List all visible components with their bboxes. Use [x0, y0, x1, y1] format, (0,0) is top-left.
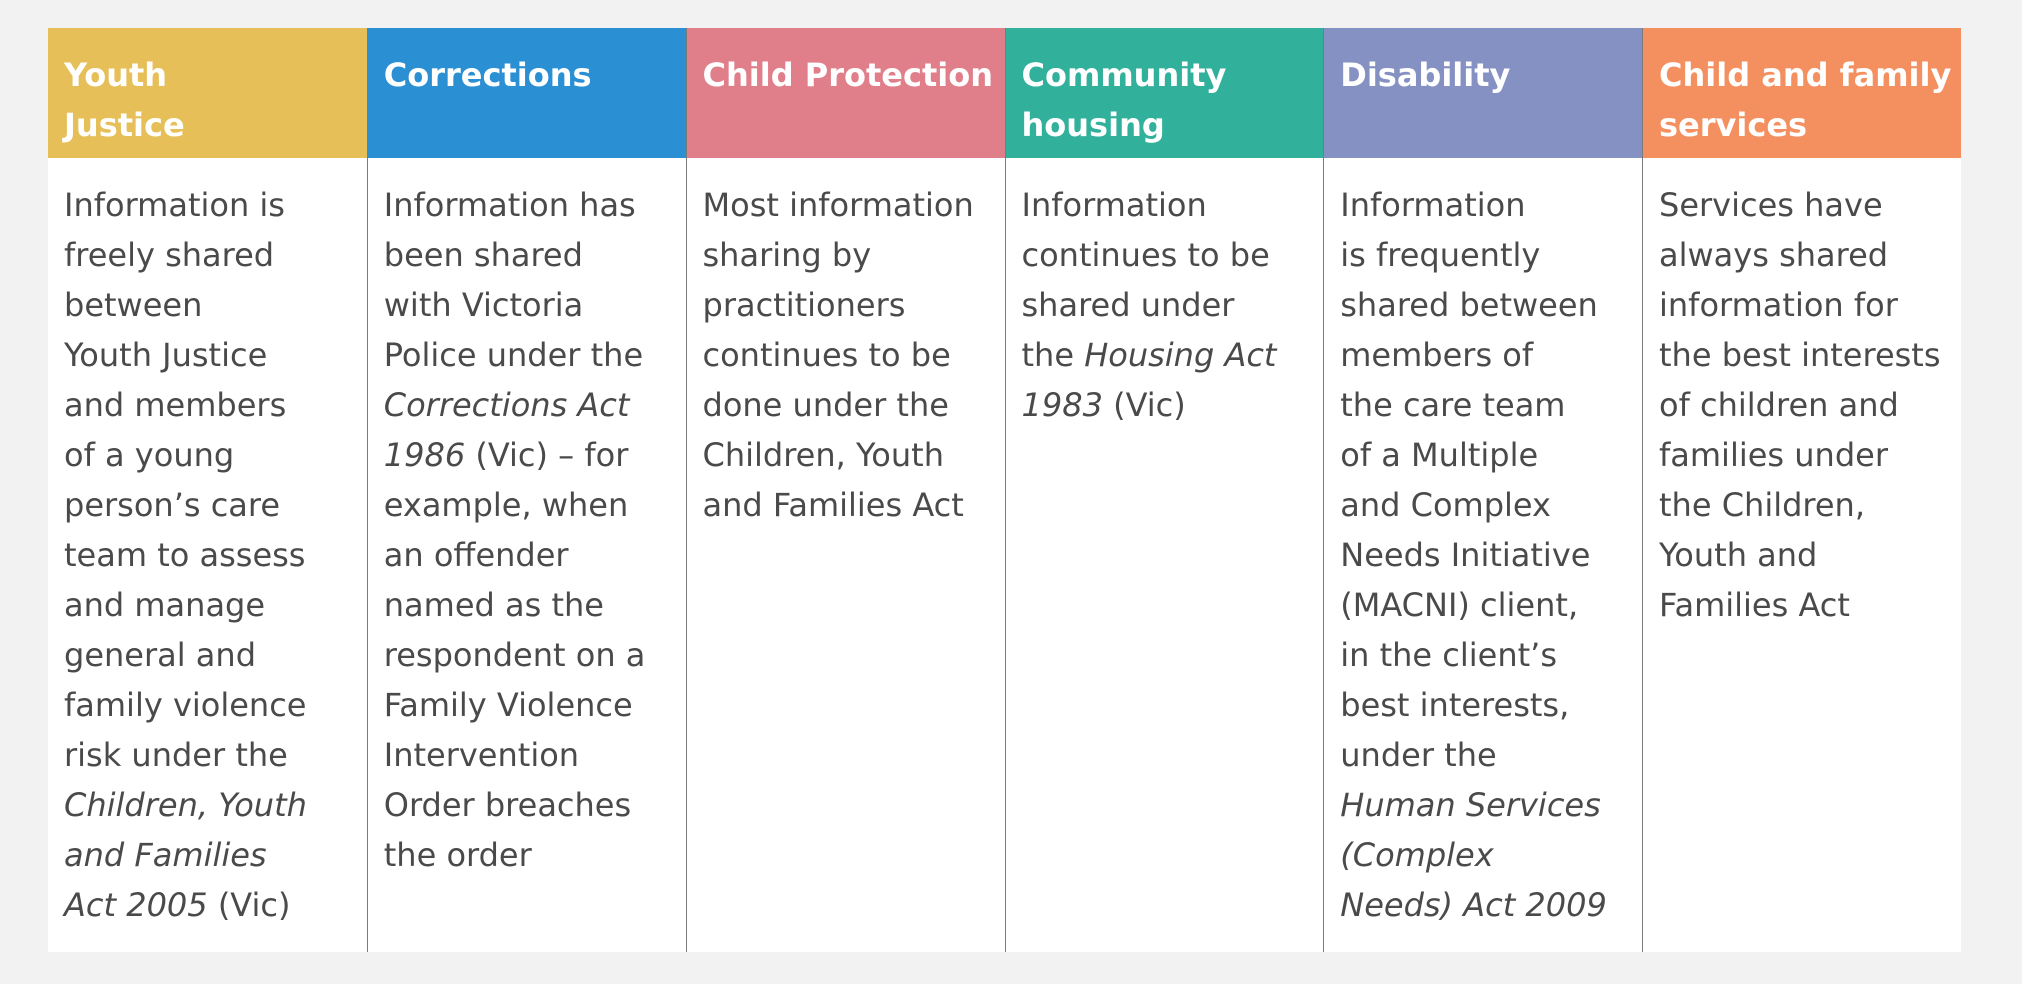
column-header-youth-justice [48, 28, 367, 158]
header-line: Community [1021, 56, 1227, 94]
body-line [384, 380, 676, 430]
body-line [64, 880, 357, 930]
italic-text: (Complex [1340, 836, 1494, 874]
body-text: and manage [64, 586, 266, 624]
body-text: freely shared [64, 236, 275, 274]
body-text: shared between [1340, 286, 1598, 324]
body-line [1340, 380, 1632, 430]
italic-text: Corrections Act [383, 386, 630, 424]
column-body-corrections [368, 158, 686, 952]
body-line [384, 280, 676, 330]
body-line [703, 280, 995, 330]
body-text: Youth and [1659, 536, 1818, 574]
body-text: family violence [64, 686, 307, 724]
body-text: risk under the [64, 736, 288, 774]
body-line [1340, 530, 1632, 580]
column-header-corrections [368, 28, 686, 158]
column-body-child-family-services [1643, 158, 1961, 952]
body-line [1340, 480, 1632, 530]
body-line [703, 480, 995, 530]
body-line [703, 230, 995, 280]
body-line [64, 580, 357, 630]
body-text: done under the [702, 386, 949, 424]
body-text: team to assess [64, 536, 306, 574]
body-line [384, 730, 676, 780]
body-line [1340, 230, 1632, 280]
italic-text: and Families [64, 836, 267, 874]
body-line [1659, 530, 1951, 580]
body-text: (Vic) [1102, 386, 1186, 424]
body-line [64, 630, 357, 680]
body-line [703, 330, 995, 380]
body-line [64, 480, 357, 530]
column-header-child-family-services [1643, 28, 1961, 158]
body-line [384, 630, 676, 680]
header-line: housing [1021, 106, 1165, 144]
header-line: Youth [64, 56, 168, 94]
body-text: and Complex [1340, 486, 1551, 524]
body-line [703, 430, 995, 480]
body-text: Order breaches [383, 786, 632, 824]
body-text: of a young [64, 436, 235, 474]
body-line [384, 330, 676, 380]
body-line [384, 680, 676, 730]
body-line [1340, 180, 1632, 230]
body-line [1340, 730, 1632, 780]
body-text: of a Multiple [1340, 436, 1539, 474]
body-line [1022, 330, 1314, 380]
body-line [384, 780, 676, 830]
body-text: the [1021, 336, 1085, 374]
body-line [1340, 830, 1632, 880]
body-text: with Victoria [383, 286, 584, 324]
body-line [1340, 680, 1632, 730]
body-line [703, 180, 995, 230]
body-text: the order [383, 836, 532, 874]
body-line [64, 530, 357, 580]
body-line [1659, 180, 1951, 230]
body-line [1659, 480, 1951, 530]
column-disability [1323, 28, 1642, 952]
body-text: Most information [702, 186, 974, 224]
body-text: been shared [383, 236, 583, 274]
body-text: continues to be [702, 336, 951, 374]
column-body-child-protection [687, 158, 1005, 952]
body-line [384, 230, 676, 280]
body-text: respondent on a [383, 636, 646, 674]
body-line [64, 180, 357, 230]
body-line [64, 730, 357, 780]
body-text: information for [1659, 286, 1898, 324]
body-line [1340, 430, 1632, 480]
column-body-disability [1324, 158, 1642, 952]
body-line [64, 280, 357, 330]
body-text: always shared [1659, 236, 1889, 274]
column-youth-justice [48, 28, 367, 952]
body-text: Families Act [1659, 586, 1850, 624]
column-header-child-protection [687, 28, 1005, 158]
column-community-housing [1005, 28, 1324, 952]
body-line [64, 430, 357, 480]
body-text: Police under the [383, 336, 644, 374]
body-line [1659, 330, 1951, 380]
body-line [1340, 780, 1632, 830]
body-text: the Children, [1659, 486, 1865, 524]
body-text: example, when [383, 486, 629, 524]
body-line [384, 580, 676, 630]
body-line [64, 830, 357, 880]
body-text: and Families Act [702, 486, 964, 524]
header-line: services [1659, 106, 1808, 144]
column-child-family-services [1642, 28, 1961, 952]
body-line [384, 830, 676, 880]
body-text: the care team [1340, 386, 1566, 424]
column-header-disability [1324, 28, 1642, 158]
body-text: the best interests [1659, 336, 1941, 374]
body-line [64, 780, 357, 830]
column-child-protection [686, 28, 1005, 952]
header-line: Disability [1340, 56, 1511, 94]
body-text: an offender [383, 536, 569, 574]
body-text: in the client’s [1340, 636, 1558, 674]
body-line [1022, 180, 1314, 230]
body-text: Intervention [383, 736, 580, 774]
body-line [384, 180, 676, 230]
body-text: general and [64, 636, 256, 674]
body-line [1340, 630, 1632, 680]
body-line [1340, 880, 1632, 930]
header-line: Corrections [383, 56, 592, 94]
column-corrections [367, 28, 686, 952]
body-text: person’s care [64, 486, 281, 524]
body-line [1022, 380, 1314, 430]
body-line [1659, 230, 1951, 280]
body-text: Needs Initiative [1340, 536, 1591, 574]
body-text: members of [1340, 336, 1534, 374]
body-line [1340, 330, 1632, 380]
italic-text: Housing Act [1084, 336, 1277, 374]
body-text: practitioners [702, 286, 906, 324]
body-line [1022, 230, 1314, 280]
body-text: Children, Youth [702, 436, 944, 474]
body-text: Information is [64, 186, 285, 224]
body-line [1659, 430, 1951, 480]
column-body-community-housing [1006, 158, 1324, 952]
body-text: Information [1021, 186, 1207, 224]
body-text: Family Violence [383, 686, 633, 724]
body-text: families under [1659, 436, 1888, 474]
body-text: (Vic) – for [465, 436, 629, 474]
body-text: shared under [1021, 286, 1235, 324]
body-text: under the [1340, 736, 1497, 774]
body-text: best interests, [1340, 686, 1570, 724]
body-line [384, 480, 676, 530]
italic-text: 1983 [1021, 386, 1103, 424]
body-text: sharing by [702, 236, 872, 274]
body-text: continues to be [1021, 236, 1270, 274]
information-sharing-table [48, 28, 1961, 952]
body-line [64, 380, 357, 430]
body-text: Youth Justice [64, 336, 268, 374]
body-text: between [64, 286, 203, 324]
header-line: Child and family [1659, 56, 1952, 94]
body-text: Information has [383, 186, 636, 224]
body-line [1022, 280, 1314, 330]
italic-text: Act 2005 [64, 886, 208, 924]
column-header-community-housing [1006, 28, 1324, 158]
body-line [64, 330, 357, 380]
body-text: of children and [1659, 386, 1899, 424]
italic-text: 1986 [383, 436, 466, 474]
body-text: Services have [1659, 186, 1883, 224]
italic-text: Children, Youth [64, 786, 307, 824]
body-text: (MACNI) client, [1340, 586, 1579, 624]
column-body-youth-justice [48, 158, 367, 952]
body-line [1659, 380, 1951, 430]
body-line [384, 430, 676, 480]
body-line [1659, 580, 1951, 630]
body-line [1340, 280, 1632, 330]
header-line: Child Protection [702, 56, 993, 94]
italic-text: Human Services [1340, 786, 1601, 824]
body-text: Information [1340, 186, 1526, 224]
body-text: (Vic) [207, 886, 291, 924]
body-line [384, 530, 676, 580]
italic-text: Needs) Act 2009 [1340, 886, 1607, 924]
body-line [64, 230, 357, 280]
header-line: Justice [64, 106, 185, 144]
body-line [703, 380, 995, 430]
body-text: and members [64, 386, 287, 424]
body-line [1340, 580, 1632, 630]
body-text: is frequently [1340, 236, 1541, 274]
body-text: named as the [383, 586, 604, 624]
body-line [1659, 280, 1951, 330]
body-line [64, 680, 357, 730]
